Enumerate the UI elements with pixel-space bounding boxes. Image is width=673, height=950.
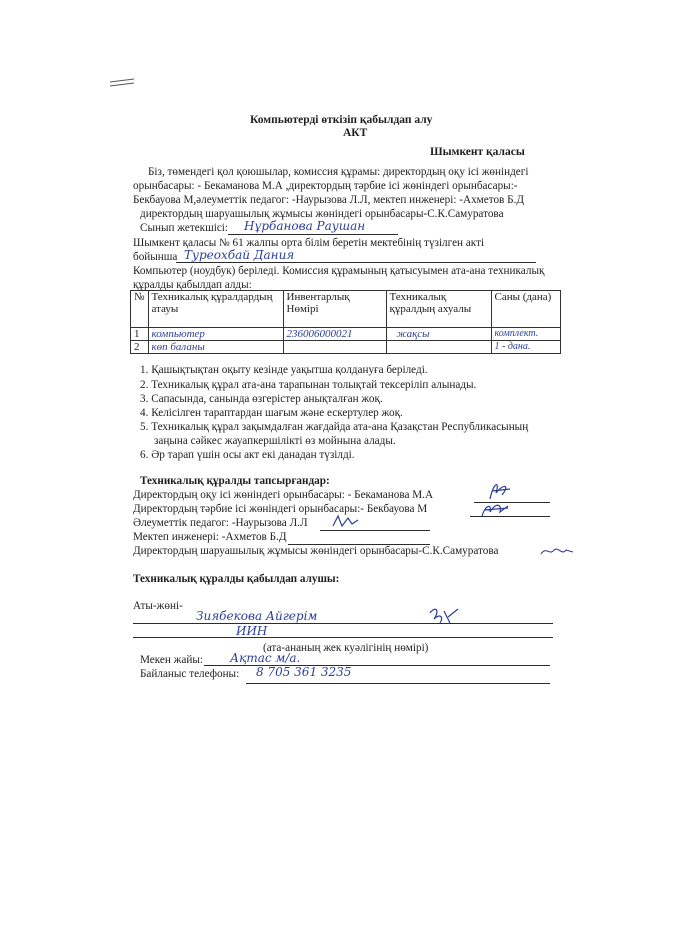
device-line-1: Компьютер (ноудбук) беріледі. Комиссия құрамының қатысуымен ата-ана техникалық — [133, 265, 545, 277]
phone-label: Байланыс телефоны: — [140, 668, 240, 680]
transfer-signatory: Мектеп инженері: -Ахметов Б.Д — [133, 531, 287, 543]
id-underline — [133, 637, 553, 638]
condition-item: 6. Әр тарап үшін осы акт екі данадан түзілді. — [140, 449, 355, 461]
table-cell-handwritten: комплект. — [491, 328, 560, 341]
class-teacher-label: Сынып жетекшісі: — [140, 222, 229, 234]
name-label: Аты-жөні- — [133, 600, 183, 612]
table-header-cell: Техникалық құралдың ахуалы — [386, 291, 491, 328]
table-cell-handwritten: 1 - дана. — [491, 341, 560, 354]
basis-underline — [176, 262, 536, 263]
transfer-signatory: Әлеуметтік педагог: -Наурызова Л.Л — [133, 517, 308, 529]
signature-line — [320, 530, 430, 531]
table-cell-handwritten: жақсы — [386, 328, 491, 341]
table-header-cell: № — [131, 291, 149, 328]
school-line: Шымкент қаласы № 61 жалпы орта білім беретін мектебінің түзілген акті — [133, 237, 485, 249]
signature-nauryzova — [330, 512, 360, 530]
table-header-cell: Инвентарлық Нөмірі — [283, 291, 386, 328]
basis-handwritten: Туреохбай Дания — [184, 248, 295, 262]
class-teacher-handwritten: Нұрбанова Раушан — [244, 219, 366, 233]
intro-line-2: орынбасары: - Бекаманова М.А ,директордың тәрбие ісі жөніндегі орынбасары:- — [133, 180, 518, 192]
intro-line-3: Бекбауова М,әлеуметтік педагог: -Наурызова Л.Л, мектеп инженері: -Ахметов Б.Д — [133, 194, 524, 206]
address-handwritten: Ақтас м/а. — [230, 651, 301, 665]
condition-item: 1. Қашықтықтан оқыту кезінде уақытша қолдануға беріледі. — [140, 364, 428, 376]
table-cell: 1 — [131, 328, 149, 341]
table-cell-handwritten: көп баланы — [148, 341, 283, 354]
device-line-2: құралды қабылдап алды: — [133, 279, 252, 291]
basis-label: бойынша — [133, 251, 178, 263]
receive-heading: Техникалық құралды қабылдап алушы: — [133, 573, 340, 585]
phone-underline — [246, 683, 550, 684]
phone-handwritten: 8 705 361 3235 — [256, 665, 352, 679]
table-header-row — [131, 291, 561, 328]
transfer-signatory: Директордың тәрбие ісі жөніндегі орынбасары:- Бекбауова М — [133, 503, 428, 515]
signature-recipient — [426, 603, 460, 631]
transfer-signatory: Директордың шаруашылық жұмысы жөніндегі орынбасары-С.К.Самуратова — [133, 545, 499, 557]
condition-item: 3. Сапасында, санында өзгерістер анықталған жоқ. — [140, 393, 383, 405]
transfer-heading: Техникалық құралды тапсырғандар: — [140, 475, 330, 487]
table-cell — [386, 341, 491, 354]
table-cell-handwritten: компьютер — [148, 328, 283, 341]
class-teacher-underline — [228, 234, 398, 235]
document-title: Компьютерді өткізіп қабылдап алу — [250, 114, 433, 126]
city-label: Шымкент қаласы — [430, 146, 525, 158]
margin-mark — [108, 76, 136, 88]
intro-line-4: директордың шаруашылық жұмысы жөніндегі орынбасары-С.К.Самуратова — [140, 208, 504, 220]
name-handwritten: Зиябекова Айгерім — [196, 609, 318, 623]
signature-bekbauova — [478, 500, 512, 520]
table-cell: 2 — [131, 341, 149, 354]
id-handwritten: ИИН — [236, 624, 268, 638]
condition-item-continuation: заңына сәйкес жауапкершілікті өз мойнына алады. — [154, 435, 396, 447]
id-caption: (ата-ананың жек куәлігінің нөмірі) — [263, 642, 429, 654]
condition-item: 5. Техникалық құрал зақымдалған жағдайда ата-ана Қазақстан Республикасының — [140, 421, 529, 433]
condition-item: 4. Келісілген тараптардан шағым және ескертулер жоқ. — [140, 407, 403, 419]
signature-samuratova — [538, 544, 576, 558]
table-cell — [283, 341, 386, 354]
table-cell-handwritten: 236006000021 — [283, 328, 386, 341]
document-subtitle-akt: АКТ — [343, 127, 368, 139]
table-header-cell: Саны (дана) — [491, 291, 560, 328]
table-row — [131, 341, 561, 354]
intro-line-1: Біз, төмендегі қол қоюшылар, комиссия құрамы: директордың оқу ісі жөніндегі — [148, 166, 529, 178]
table-header-cell: Техникалық құралдардың атауы — [148, 291, 283, 328]
address-label: Мекен жайы: — [140, 654, 203, 666]
equipment-table — [130, 290, 561, 354]
transfer-signatory: Директордың оқу ісі жөніндегі орынбасары: - Бекаманова М.А — [133, 489, 434, 501]
table-row — [131, 328, 561, 341]
condition-item: 2. Техникалық құрал ата-ана тарапынан толықтай тексеріліп алынады. — [140, 379, 477, 391]
name-underline — [133, 623, 553, 624]
